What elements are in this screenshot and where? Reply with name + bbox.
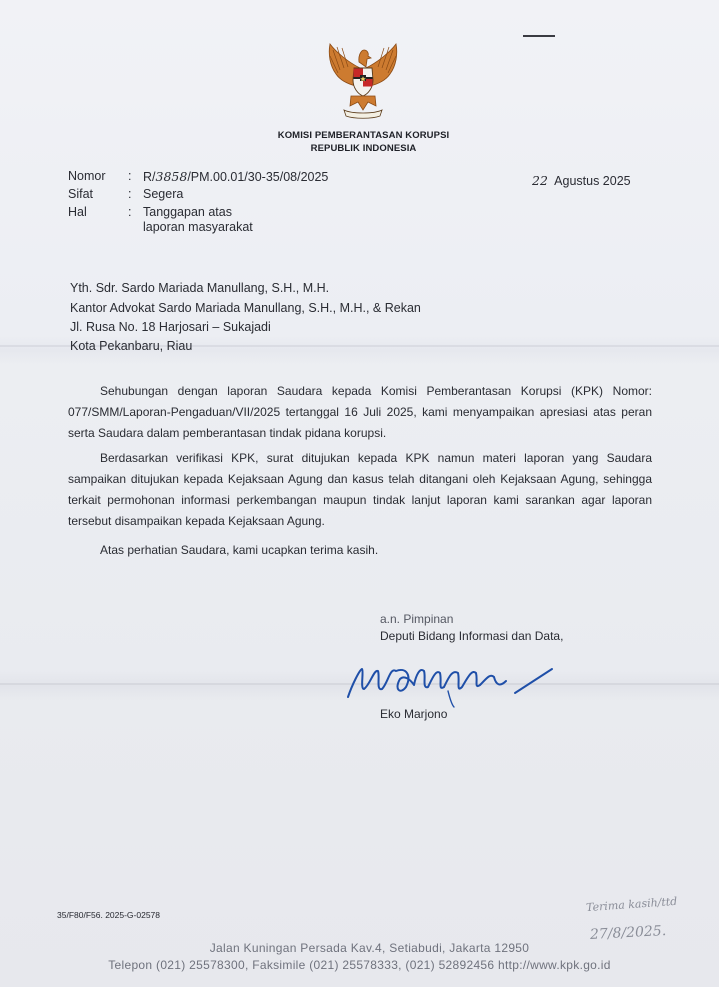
- body-paragraph-1-text: Sehubungan dengan laporan Saudara kepada Komisi Pemberantasan Korupsi (KPK) Nomor: 077/SMM/Laporan-Pengaduan/VII/2025 tertanggal 16 Juli 2025, kami menyampaikan apresiasi atas peran serta Saudara dalam pemberantasan tindak pidana korupsi.: [68, 384, 652, 440]
- letter-date: [532, 173, 631, 188]
- hal-value: Tanggapan atas: [143, 205, 232, 219]
- motto-ribbon: [344, 110, 382, 118]
- body-paragraph-3: [68, 540, 652, 561]
- handwritten-note: Terima kasih/ttd: [585, 894, 678, 915]
- signature-on-behalf: a.n. Pimpinan: [380, 612, 454, 626]
- pen-dash-mark: [523, 35, 555, 37]
- agency-name: KOMISI PEMBERANTASAN KORUPSI: [277, 130, 450, 141]
- eagle-head: [359, 50, 371, 67]
- recipient-street: Jl. Rusa No. 18 Harjosari – Sukajadi: [70, 320, 271, 334]
- sifat-colon: :: [128, 187, 132, 201]
- nomor-suffix: /PM.00.01/30-35/08/2025: [187, 170, 329, 184]
- body-paragraph-1: [68, 381, 652, 444]
- recipient-office: Kantor Advokat Sardo Mariada Manullang, S.H., M.H., & Rekan: [70, 301, 421, 315]
- tail: [350, 96, 376, 110]
- body-paragraph-3-text: Atas perhatian Saudara, kami ucapkan terima kasih.: [100, 543, 379, 557]
- footer-address: Jalan Kuningan Persada Kav.4, Setiabudi, Jakarta 12950: [209, 941, 530, 955]
- handwritten-date: 27/8/2025.: [589, 923, 667, 943]
- hal-value-line2: laporan masyarakat: [143, 220, 253, 234]
- nomor-label: Nomor: [68, 169, 106, 183]
- letter-date-day: 22: [532, 173, 548, 188]
- footer-contact: Telepon (021) 25578300, Faksimile (021) 25578333, (021) 52892456 http://www.kpk.go.id: [108, 958, 611, 972]
- sifat-label: Sifat: [68, 187, 94, 201]
- signature-position: Deputi Bidang Informasi dan Data,: [380, 629, 564, 643]
- garuda-emblem-icon: [318, 40, 408, 120]
- recipient-city: Kota Pekanbaru, Riau: [70, 339, 193, 353]
- nomor-colon: :: [128, 169, 132, 183]
- hal-colon: :: [128, 205, 132, 219]
- agency-country: REPUBLIK INDONESIA: [310, 143, 417, 154]
- handwritten-signature-icon: [340, 655, 570, 710]
- body-paragraph-2: [68, 448, 652, 532]
- sifat-value: Segera: [143, 187, 184, 201]
- document-reference: 35/F80/F56. 2025-G-02578: [57, 910, 161, 920]
- nomor-handwritten: 3858: [155, 169, 188, 184]
- signature-name: Eko Marjono: [380, 707, 448, 721]
- body-paragraph-2-text: Berdasarkan verifikasi KPK, surat ditujukan kepada KPK namun materi laporan yang Saudara sampaikan ditujukan kepada Kejaksaan Agung dan kasus telah ditangani oleh Kejaksaan Agung, sehingga terkait permohonan informasi perkembangan maupun tindak lanjut laporan kami sarankan agar laporan tersebut disampaikan kepada Kejaksaan Agung.: [68, 451, 652, 528]
- nomor-prefix: R/: [143, 170, 156, 184]
- nomor-value: [143, 169, 328, 184]
- letter-date-rest: Agustus 2025: [554, 174, 631, 188]
- hal-label: Hal: [68, 205, 87, 219]
- recipient-name: Yth. Sdr. Sardo Mariada Manullang, S.H., M.H.: [70, 281, 330, 295]
